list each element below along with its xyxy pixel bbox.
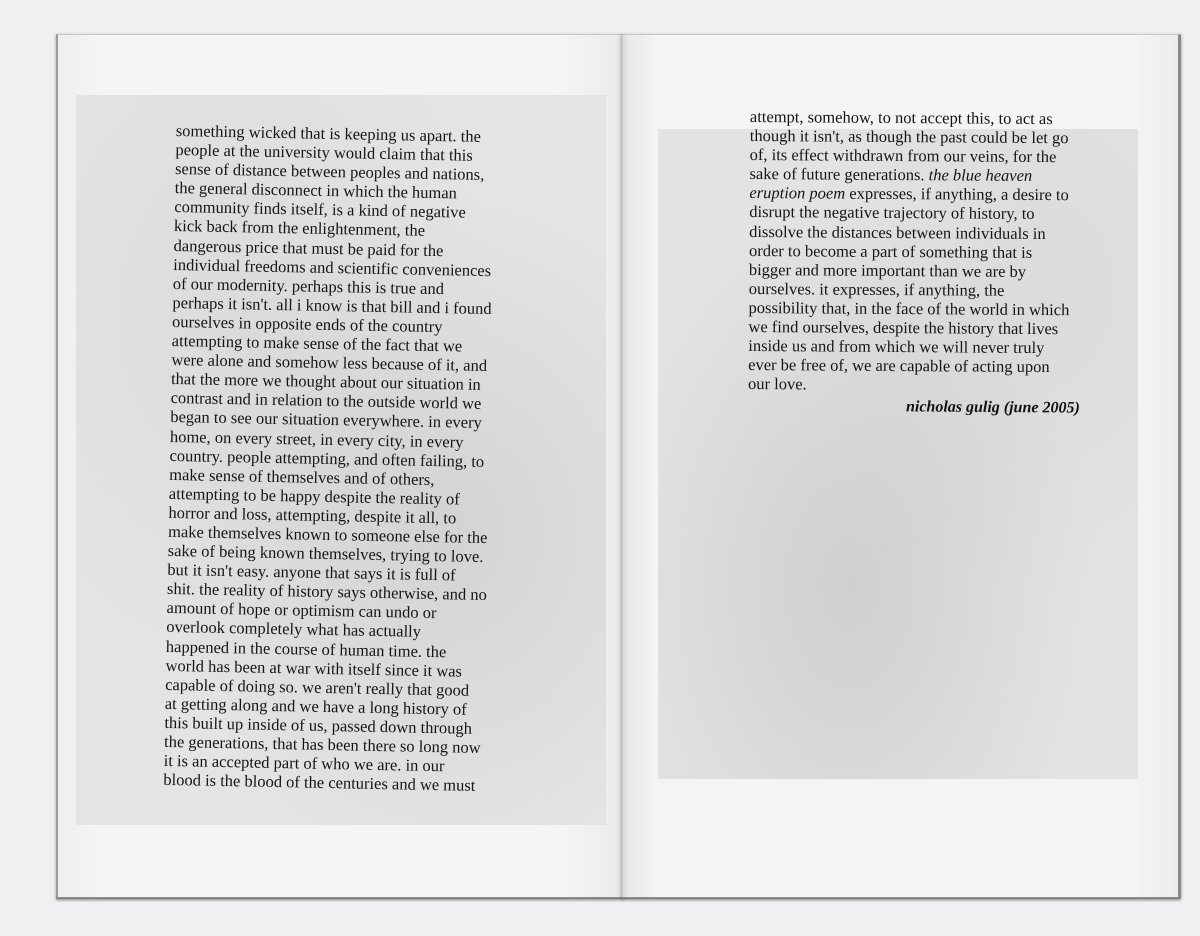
text-line: possibility that, in the face of the world in which (748, 297, 1070, 320)
text-line: sense of distance between peoples and nations, (174, 159, 485, 185)
text-line (749, 164, 1070, 185)
text-line: began to see our situation everywhere. in every (170, 407, 483, 433)
text-line: the generations, that has been there so long now (163, 731, 481, 757)
left-page-text (163, 121, 496, 795)
text-line: but it isn't easy. anyone that says it is full of (167, 560, 456, 585)
text-line: shit. the reality of history says otherwise, and no (166, 579, 488, 605)
text-line: bigger and more important than we are by (748, 259, 1027, 281)
text-segment: expresses, if anything, a desire to (845, 184, 1069, 205)
open-booklet (56, 34, 1180, 902)
author-signature: nicholas gulig (june 2005) (905, 398, 1080, 417)
right-page (622, 34, 1181, 899)
text-line: disrupt the negative trajectory of history, to (749, 202, 1035, 224)
text-line: world has been at war with itself since it was (165, 655, 463, 681)
text-line: attempting to make sense of the fact that we (171, 330, 463, 356)
text-line: kick back from the enlightenment, the (173, 216, 426, 241)
text-line: the general disconnect in which the human (174, 178, 458, 203)
text-line: that the more we thought about our situation in (170, 369, 481, 395)
text-line: ourselves. it expresses, if anything, the (748, 278, 1005, 300)
text-line: inside us and from which we will never truly (748, 336, 1045, 358)
book-gutter (616, 34, 628, 898)
text-line: attempt, somehow, to not accept this, to act as (749, 107, 1053, 129)
text-line: make sense of themselves and of others, (169, 464, 435, 489)
text-line: overlook completely what has actually (166, 617, 422, 642)
text-line: sake of being known themselves, trying to love. (167, 540, 484, 567)
text-line: our love. (748, 374, 807, 394)
left-page (56, 34, 624, 899)
text-line: people at the university would claim that this (175, 140, 473, 165)
text-line: community finds itself, is a kind of negative (174, 197, 466, 222)
text-line: ourselves in opposite ends of the country (171, 311, 443, 337)
text-line: of, its effect withdrawn from our veins, for the (749, 145, 1057, 167)
text-line: something wicked that is keeping us apart. the (175, 121, 482, 146)
text-line: it is an accepted part of who we are. in our (163, 750, 445, 776)
page-edge-shadow (56, 898, 1180, 902)
text-line: attempting to be happy despite the reality of (168, 483, 460, 509)
text-line: perhaps it isn't. all i know is that bill and i found (172, 292, 492, 318)
text-segment: sake of future generations. (749, 164, 929, 185)
text-line: of our modernity. perhaps this is true and (172, 273, 445, 298)
text-line: country. people attempting, and often failing, to (169, 445, 485, 471)
text-line: though it isn't, as though the past could be let go (749, 126, 1069, 148)
text-line: amount of hope or optimism can undo or (166, 598, 437, 623)
text-line: order to become a part of something that is (748, 240, 1033, 262)
text-line: this built up inside of us, passed down through (164, 712, 473, 738)
text-line: individual freedoms and scientific conveniences (173, 254, 492, 280)
text-line: ever be free of, we are capable of acting upon (748, 355, 1050, 377)
text-line: capable of doing so. we aren't really that good (165, 674, 470, 700)
poem-title-italic: eruption poem (749, 183, 846, 204)
poem-title-italic: the blue heaven (928, 165, 1033, 186)
text-line (749, 183, 1070, 204)
text-line: we find ourselves, despite the history that lives (748, 317, 1059, 339)
right-page-text (748, 107, 1071, 396)
text-line: contrast and in relation to the outside world we (170, 388, 482, 414)
text-line: home, on every street, in every city, in every (169, 426, 464, 452)
text-line: dangerous price that must be paid for the (173, 235, 444, 260)
text-line: were alone and somehow less because of it, and (171, 350, 488, 376)
text-line: dissolve the distances between individuals in (749, 221, 1046, 243)
text-line: happened in the course of human time. the (165, 636, 447, 661)
text-line: at getting along and we have a long history of (164, 693, 467, 719)
text-line: horror and loss, attempting, despite it all, to (168, 502, 457, 528)
text-line: make themselves known to someone else for the (167, 521, 488, 548)
text-line: blood is the blood of the centuries and we must (163, 770, 476, 796)
